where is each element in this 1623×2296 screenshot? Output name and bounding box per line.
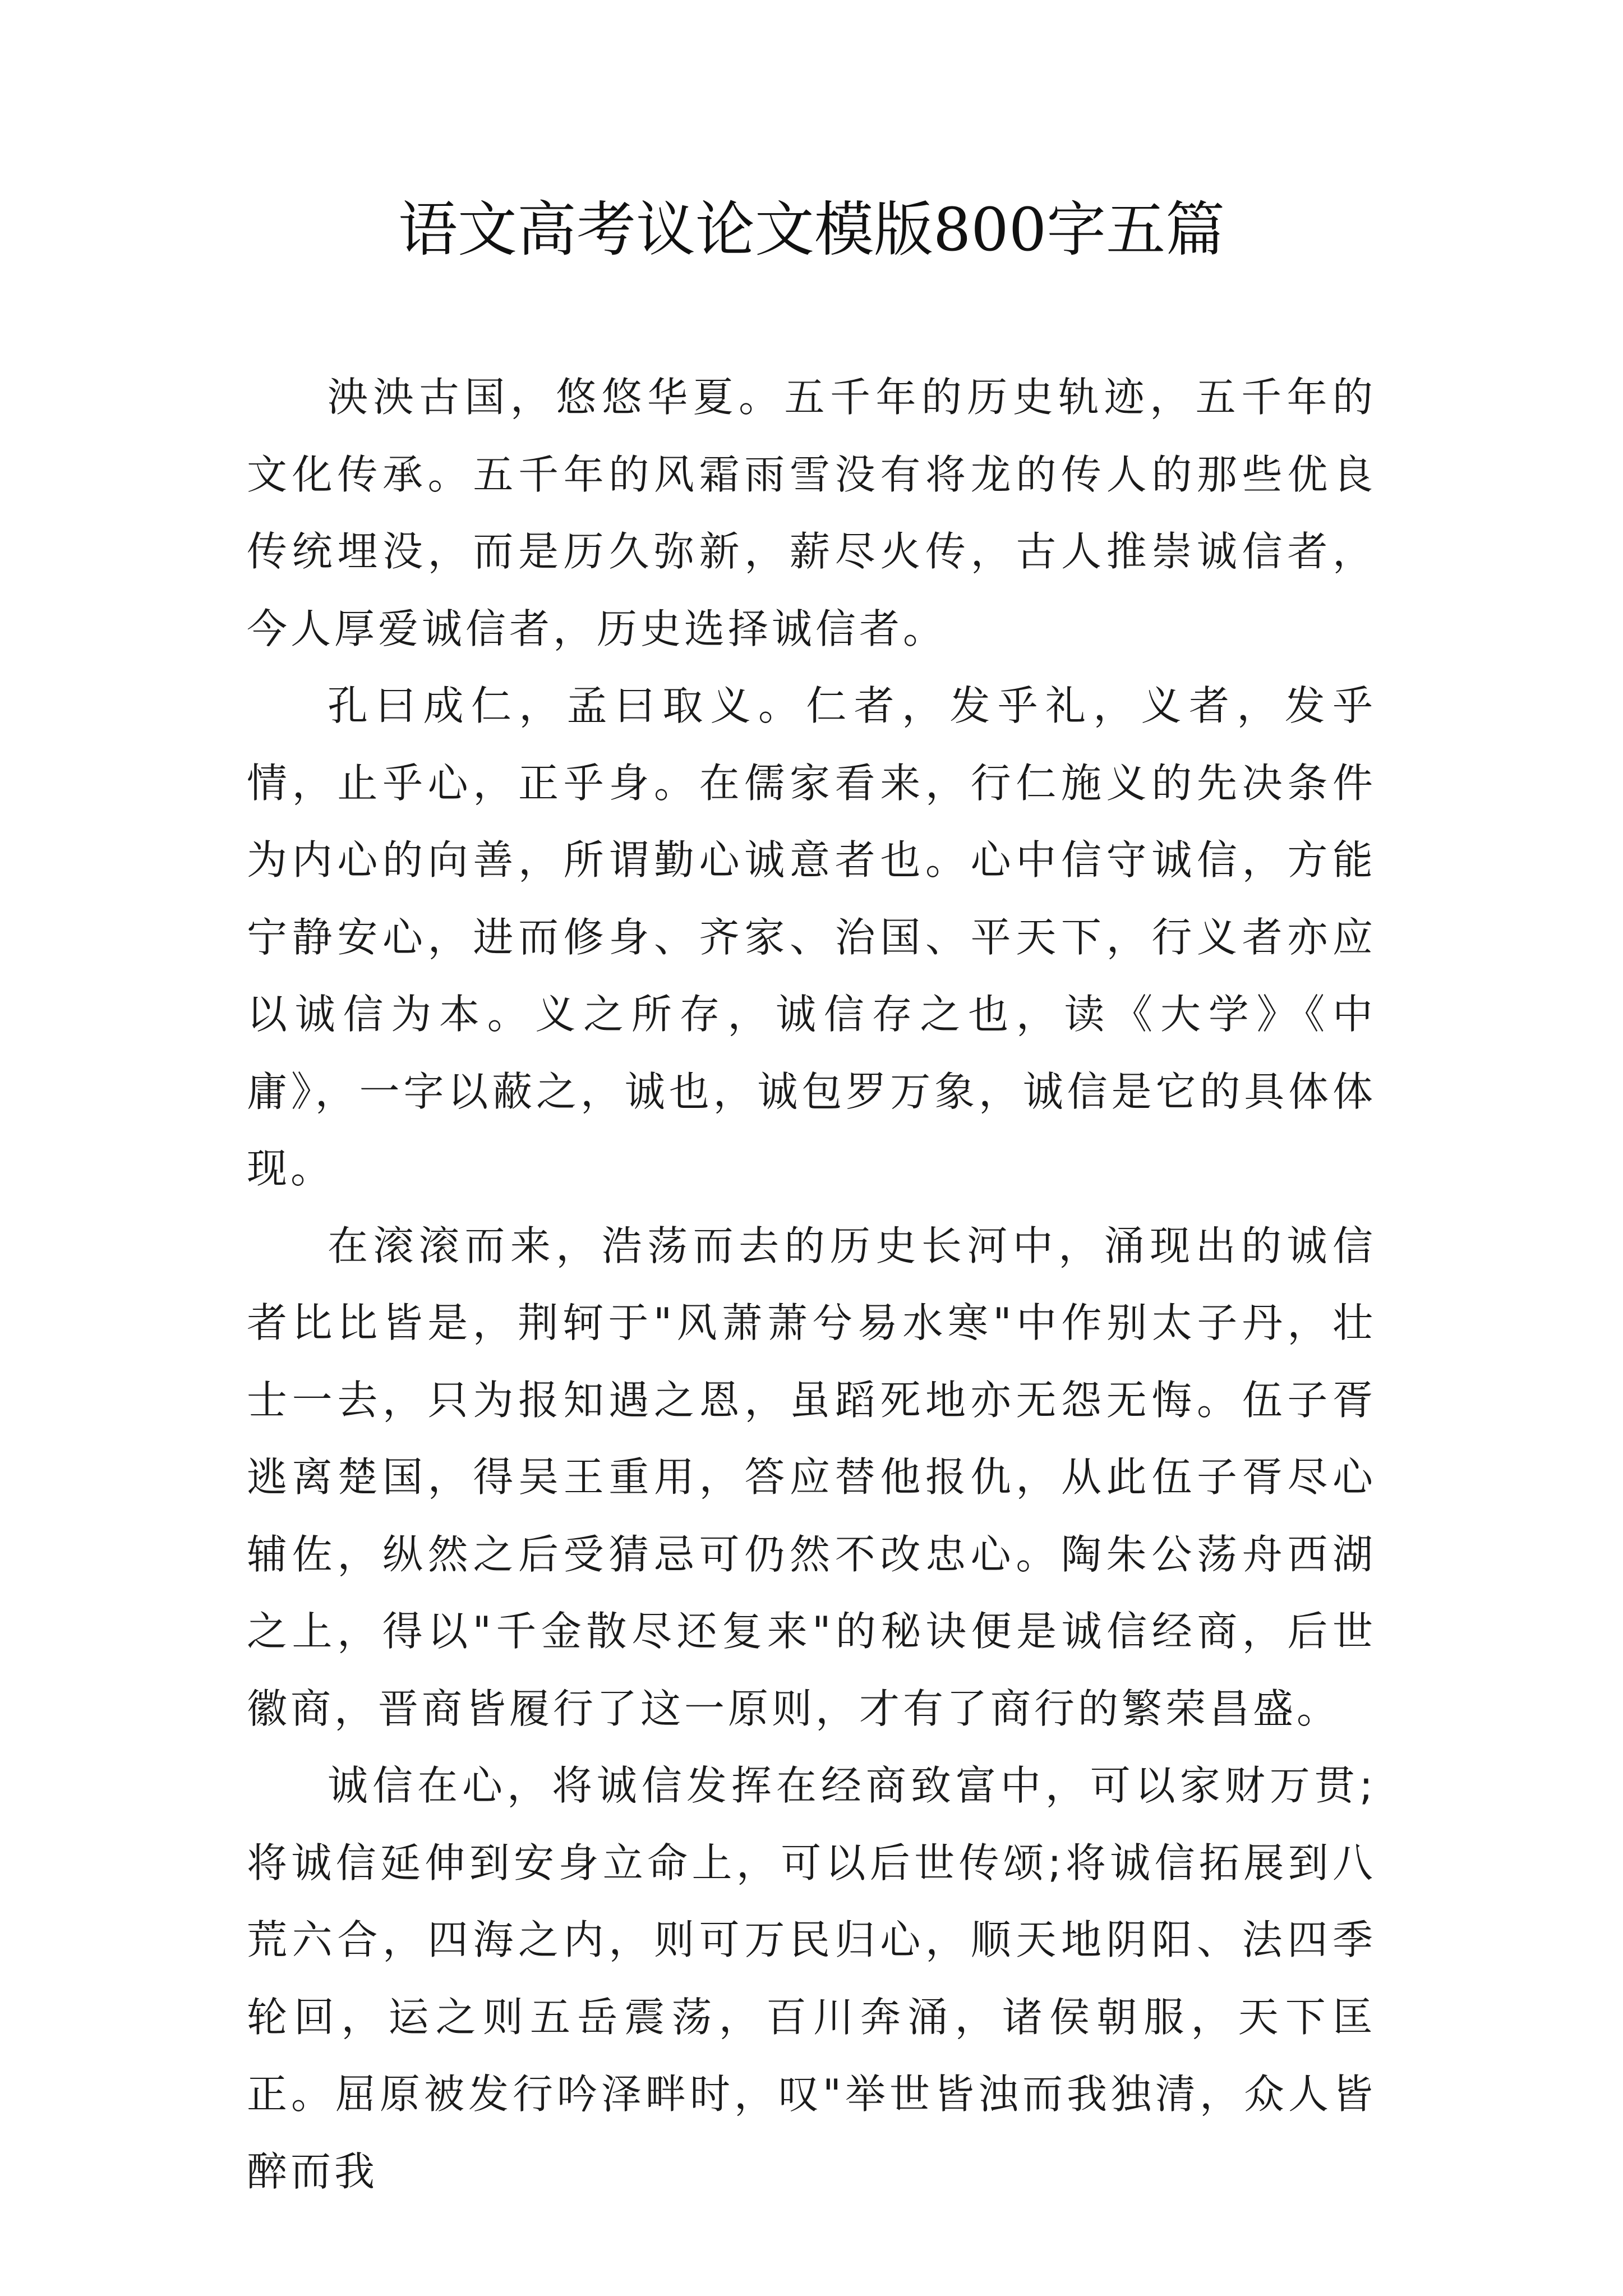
document-body — [247, 359, 1376, 2210]
paragraph: 在滚滚而来，浩荡而去的历史长河中，涌现出的诚信者比比皆是，荆轲于"风萧萧兮易水寒"中作别太子丹，壮士一去，只为报知遇之恩，虽蹈死地亦无怨无悔。伍子胥逃离楚国，得吴王重用，答应替他报仇，从此伍子胥尽心辅佐，纵然之后受猜忌可仍然不改忠心。陶朱公荡舟西湖之上，得以"千金散尽还复来"的秘诀便是诚信经商，后世徽商，晋商皆履行了这一原则，才有了商行的繁荣昌盛。 — [247, 1222, 1376, 1732]
paragraph: 泱泱古国，悠悠华夏。五千年的历史轨迹，五千年的文化传承。五千年的风霜雨雪没有将龙的传人的那些优良传统埋没，而是历久弥新，薪尽火传，古人推崇诚信者，今人厚爱诚信者，历史选择诚信者。 — [247, 374, 1376, 652]
document-title: 语文高考议论文模版800字五篇 — [398, 195, 1225, 264]
paragraph: 诚信在心，将诚信发挥在经商致富中，可以家财万贯;将诚信延伸到安身立命上，可以后世传颂;将诚信拓展到八荒六合，四海之内，则可万民归心，顺天地阴阳、法四季轮回，运之则五岳震荡，百川奔涌，诸侯朝服，天下匡正。屈原被发行吟泽畔时，叹"举世皆浊而我独清，众人皆醉而我 — [247, 1762, 1376, 2195]
paragraph: 孔曰成仁，孟曰取义。仁者，发乎礼，义者，发乎情，止乎心，正乎身。在儒家看来，行仁施义的先决条件为内心的向善，所谓勤心诚意者也。心中信守诚信，方能宁静安心，进而修身、齐家、治国、平天下，行义者亦应以诚信为本。义之所存，诚信存之也，读《大学》《中庸》，一字以蔽之，诚也，诚包罗万象，诚信是它的具体体现。 — [247, 682, 1376, 1192]
